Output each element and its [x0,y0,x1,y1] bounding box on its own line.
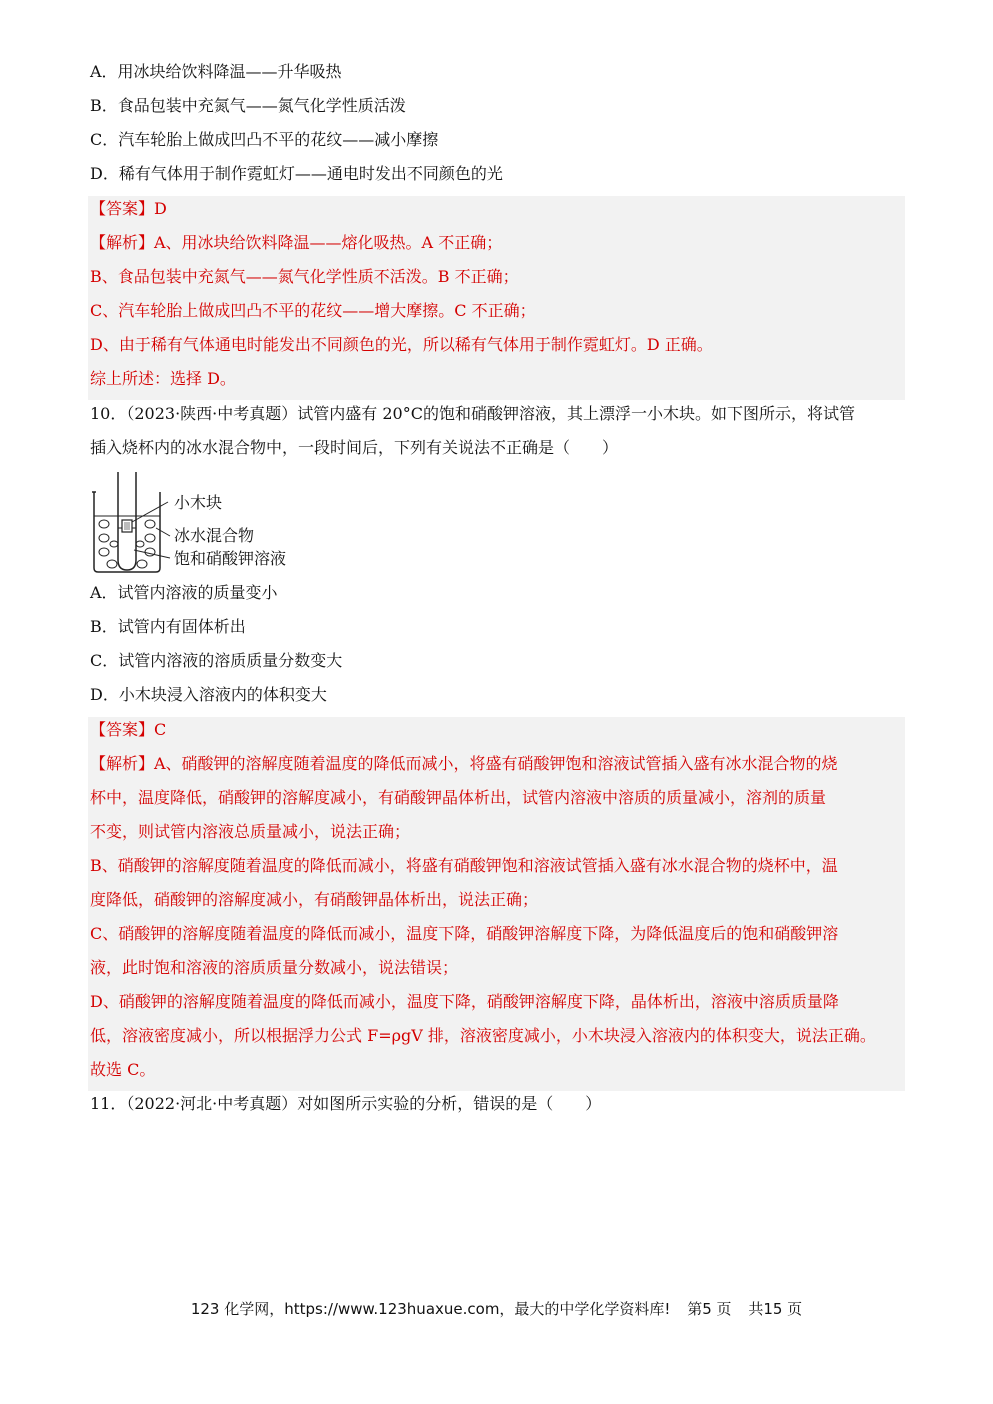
pointer-line [132,502,168,522]
label-ice-water: 冰水混合物 [174,526,255,545]
pointer-line [156,528,170,536]
q9-option-b: B．食品包装中充氮气——氮气化学性质活泼 [90,96,406,115]
footer-site: 123 化学网，https://www.123huaxue.com，最大的中学化学资料库! [190,1300,671,1318]
q10-analysis-line: D、硝酸钾的溶解度随着温度的降低而减小，温度下降，硝酸钾溶解度下降，晶体析出，溶液中溶质质量降 [90,992,839,1011]
q10-analysis-line: 不变，则试管内溶液总质量减小，说法正确； [90,822,411,841]
q10-stem-line: 10．（2023·陕西·中考真题）试管内盛有 20°C的饱和硝酸钾溶液，其上漂浮一小木块。如下图所示，将试管 [90,404,855,423]
q10-analysis-line: B、硝酸钾的溶解度随着温度的降低而减小，将盛有硝酸钾饱和溶液试管插入盛有冰水混合物的烧杯中，温 [90,856,838,875]
q9-analysis-line: C、汽车轮胎上做成凹凸不平的花纹——增大摩擦。C 不正确； [90,301,536,320]
q10-stem-line: 插入烧杯内的冰水混合物中，一段时间后，下列有关说法不正确是（ ） [90,438,619,457]
footer-page-number: 第5 页 [687,1300,732,1318]
q9-option-a: A．用冰块给饮料降温——升华吸热 [90,62,342,81]
q10-analysis-line: 液，此时饱和溶液的溶质质量分数减小，说法错误； [90,958,459,977]
q9-analysis-line: B、食品包装中充氮气——氮气化学性质不活泼。B 不正确； [90,267,519,286]
q10-analysis-line: 度降低，硝酸钾的溶解度减小，有硝酸钾晶体析出，说法正确； [90,890,539,909]
page-footer [0,1298,993,1319]
q9-analysis-line: 【解析】A、用冰块给饮料降温——熔化吸热。A 不正确； [90,233,503,252]
q10-answer: 【答案】C [90,720,167,739]
q10-analysis-line: 故选 C。 [90,1060,156,1079]
pointer-line [134,550,170,558]
q10-option-b: B．试管内有固体析出 [90,617,246,636]
q10-analysis-line: 低，溶液密度减小，所以根据浮力公式 F=ρgV 排，溶液密度减小，小木块浸入溶液内的体积变大，说法正确。 [90,1026,876,1045]
q10-analysis-line: C、硝酸钾的溶解度随着温度的降低而减小，温度下降，硝酸钾溶解度下降，为降低温度后的饱和硝酸钾溶 [90,924,839,943]
q9-analysis-line: 综上所述：选择 D。 [90,369,236,388]
q9-answer: 【答案】D [90,199,167,218]
q10-option-a: A．试管内溶液的质量变小 [90,583,278,602]
q9-option-c: C．汽车轮胎上做成凹凸不平的花纹——减小摩擦 [90,130,439,149]
q10-option-d: D．小木块浸入溶液内的体积变大 [90,685,327,704]
q9-analysis-line: D、由于稀有气体通电时能发出不同颜色的光，所以稀有气体用于制作霓虹灯。D 正确。 [90,335,713,354]
footer-total-pages: 共15 页 [748,1300,803,1318]
q10-analysis-line: 【解析】A、硝酸钾的溶解度随着温度的降低而减小，将盛有硝酸钾饱和溶液试管插入盛有冰水混合物的烧 [90,754,838,773]
label-wooden-block: 小木块 [174,493,223,512]
beaker-diagram [90,470,310,575]
q9-option-d: D．稀有气体用于制作霓虹灯——通电时发出不同颜色的光 [90,164,503,183]
q10-option-c: C．试管内溶液的溶质质量分数变大 [90,651,343,670]
q10-analysis-line: 杯中，温度降低，硝酸钾的溶解度减小，有硝酸钾晶体析出，试管内溶液中溶质的质量减小，溶剂的质量 [90,788,827,807]
q11-stem: 11．（2022·河北·中考真题）对如图所示实验的分析，错误的是（ ） [90,1094,602,1113]
label-saturated-solution: 饱和硝酸钾溶液 [174,549,287,568]
